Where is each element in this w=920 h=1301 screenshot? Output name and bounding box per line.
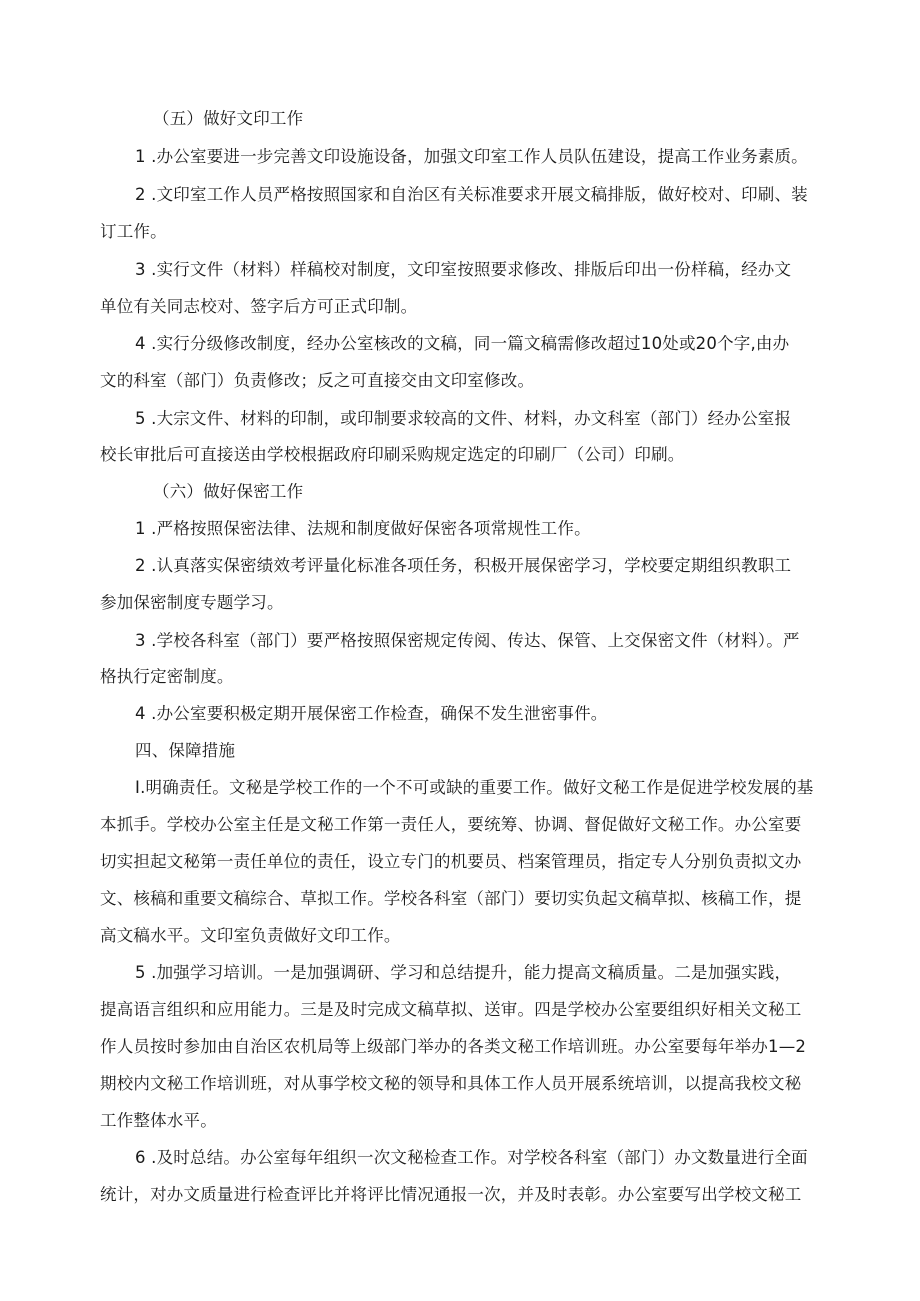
paragraph-line: I.明确责任。文秘是学校工作的一个不可或缺的重要工作。做好文秘工作是促进学校发展的基: [135, 778, 814, 797]
paragraph-line: 校长审批后可直接送由学校根据政府印刷采购规定选定的印刷厂（公司）印刷。: [100, 445, 685, 464]
paragraph-line: 5 .加强学习培训。一是加强调研、学习和总结提升，能力提高文稿质量。二是加强实践，: [135, 963, 792, 982]
paragraph-line: 统计，对办文质量进行检查评比并将评比情况通报一次，并及时表彰。办公室要写出学校文秘工: [100, 1185, 802, 1204]
paragraph-line: 1 .办公室要进一步完善文印设施设备，加强文印室工作人员队伍建设，提高工作业务素质。: [135, 147, 808, 166]
paragraph-line: 本抓手。学校办公室主任是文秘工作第一责任人，要统筹、协调、督促做好文秘工作。办公室要: [100, 815, 802, 834]
paragraph-line: 3 .学校各科室（部门）要严格按照保密规定传阅、传达、保管、上交保密文件（材料）。严: [135, 631, 800, 650]
paragraph-line: 1 .严格按照保密法律、法规和制度做好保密各项常规性工作。: [135, 519, 591, 538]
paragraph-line: 4 .实行分级修改制度，经办公室核改的文稿，同一篇文稿需修改超过10处或20个字,由办: [135, 334, 790, 353]
paragraph-line: 2 .文印室工作人员严格按照国家和自治区有关标准要求开展文稿排版，做好校对、印刷、装: [135, 185, 808, 204]
section-heading-5: （五）做好文印工作: [153, 109, 304, 128]
paragraph-line: 作人员按时参加由自治区农机局等上级部门举办的各类文秘工作培训班。办公室要每年举办1—2: [100, 1037, 807, 1056]
paragraph-line: 5 .大宗文件、材料的印制，或印制要求较高的文件、材料，办文科室（部门）经办公室报: [135, 409, 792, 428]
paragraph-line: 工作整体水平。: [100, 1111, 217, 1130]
paragraph-line: 提高语言组织和应用能力。三是及时完成文稿草拟、送审。四是学校办公室要组织好相关文秘工: [100, 1000, 802, 1019]
paragraph-line: 4 .办公室要积极定期开展保密工作检查，确保不发生泄密事件。: [135, 704, 608, 723]
paragraph-line: 格执行定密制度。: [100, 667, 234, 686]
paragraph-line: 6 .及时总结。办公室每年组织一次文秘检查工作。对学校各科室（部门）办文数量进行全面: [135, 1148, 808, 1167]
paragraph-line: 参加保密制度专题学习。: [100, 593, 284, 612]
paragraph-line: 2 .认真落实保密绩效考评量化标准各项任务，积极开展保密学习，学校要定期组织教职工: [135, 556, 792, 575]
paragraph-line: 订工作。: [100, 222, 167, 241]
paragraph-line: 期校内文秘工作培训班，对从事学校文秘的领导和具体工作人员开展系统培训，以提高我校文秘: [100, 1074, 802, 1093]
paragraph-line: 文的科室（部门）负责修改；反之可直接交由文印室修改。: [100, 371, 535, 390]
paragraph-line: 切实担起文秘第一责任单位的责任，设立专门的机要员、档案管理员，指定专人分别负责拟文办: [100, 852, 802, 871]
section-heading-6: （六）做好保密工作: [153, 482, 304, 501]
paragraph-line: 文、核稿和重要文稿综合、草拟工作。学校各科室（部门）要切实负起文稿草拟、核稿工作，提: [100, 889, 802, 908]
paragraph-line: 高文稿水平。文印室负责做好文印工作。: [100, 926, 401, 945]
section-heading-4: 四、保障措施: [135, 741, 236, 760]
paragraph-line: 单位有关同志校对、签字后方可正式印制。: [100, 297, 418, 316]
paragraph-line: 3 .实行文件（材料）样稿校对制度，文印室按照要求修改、排版后印出一份样稿，经办文: [135, 260, 792, 279]
